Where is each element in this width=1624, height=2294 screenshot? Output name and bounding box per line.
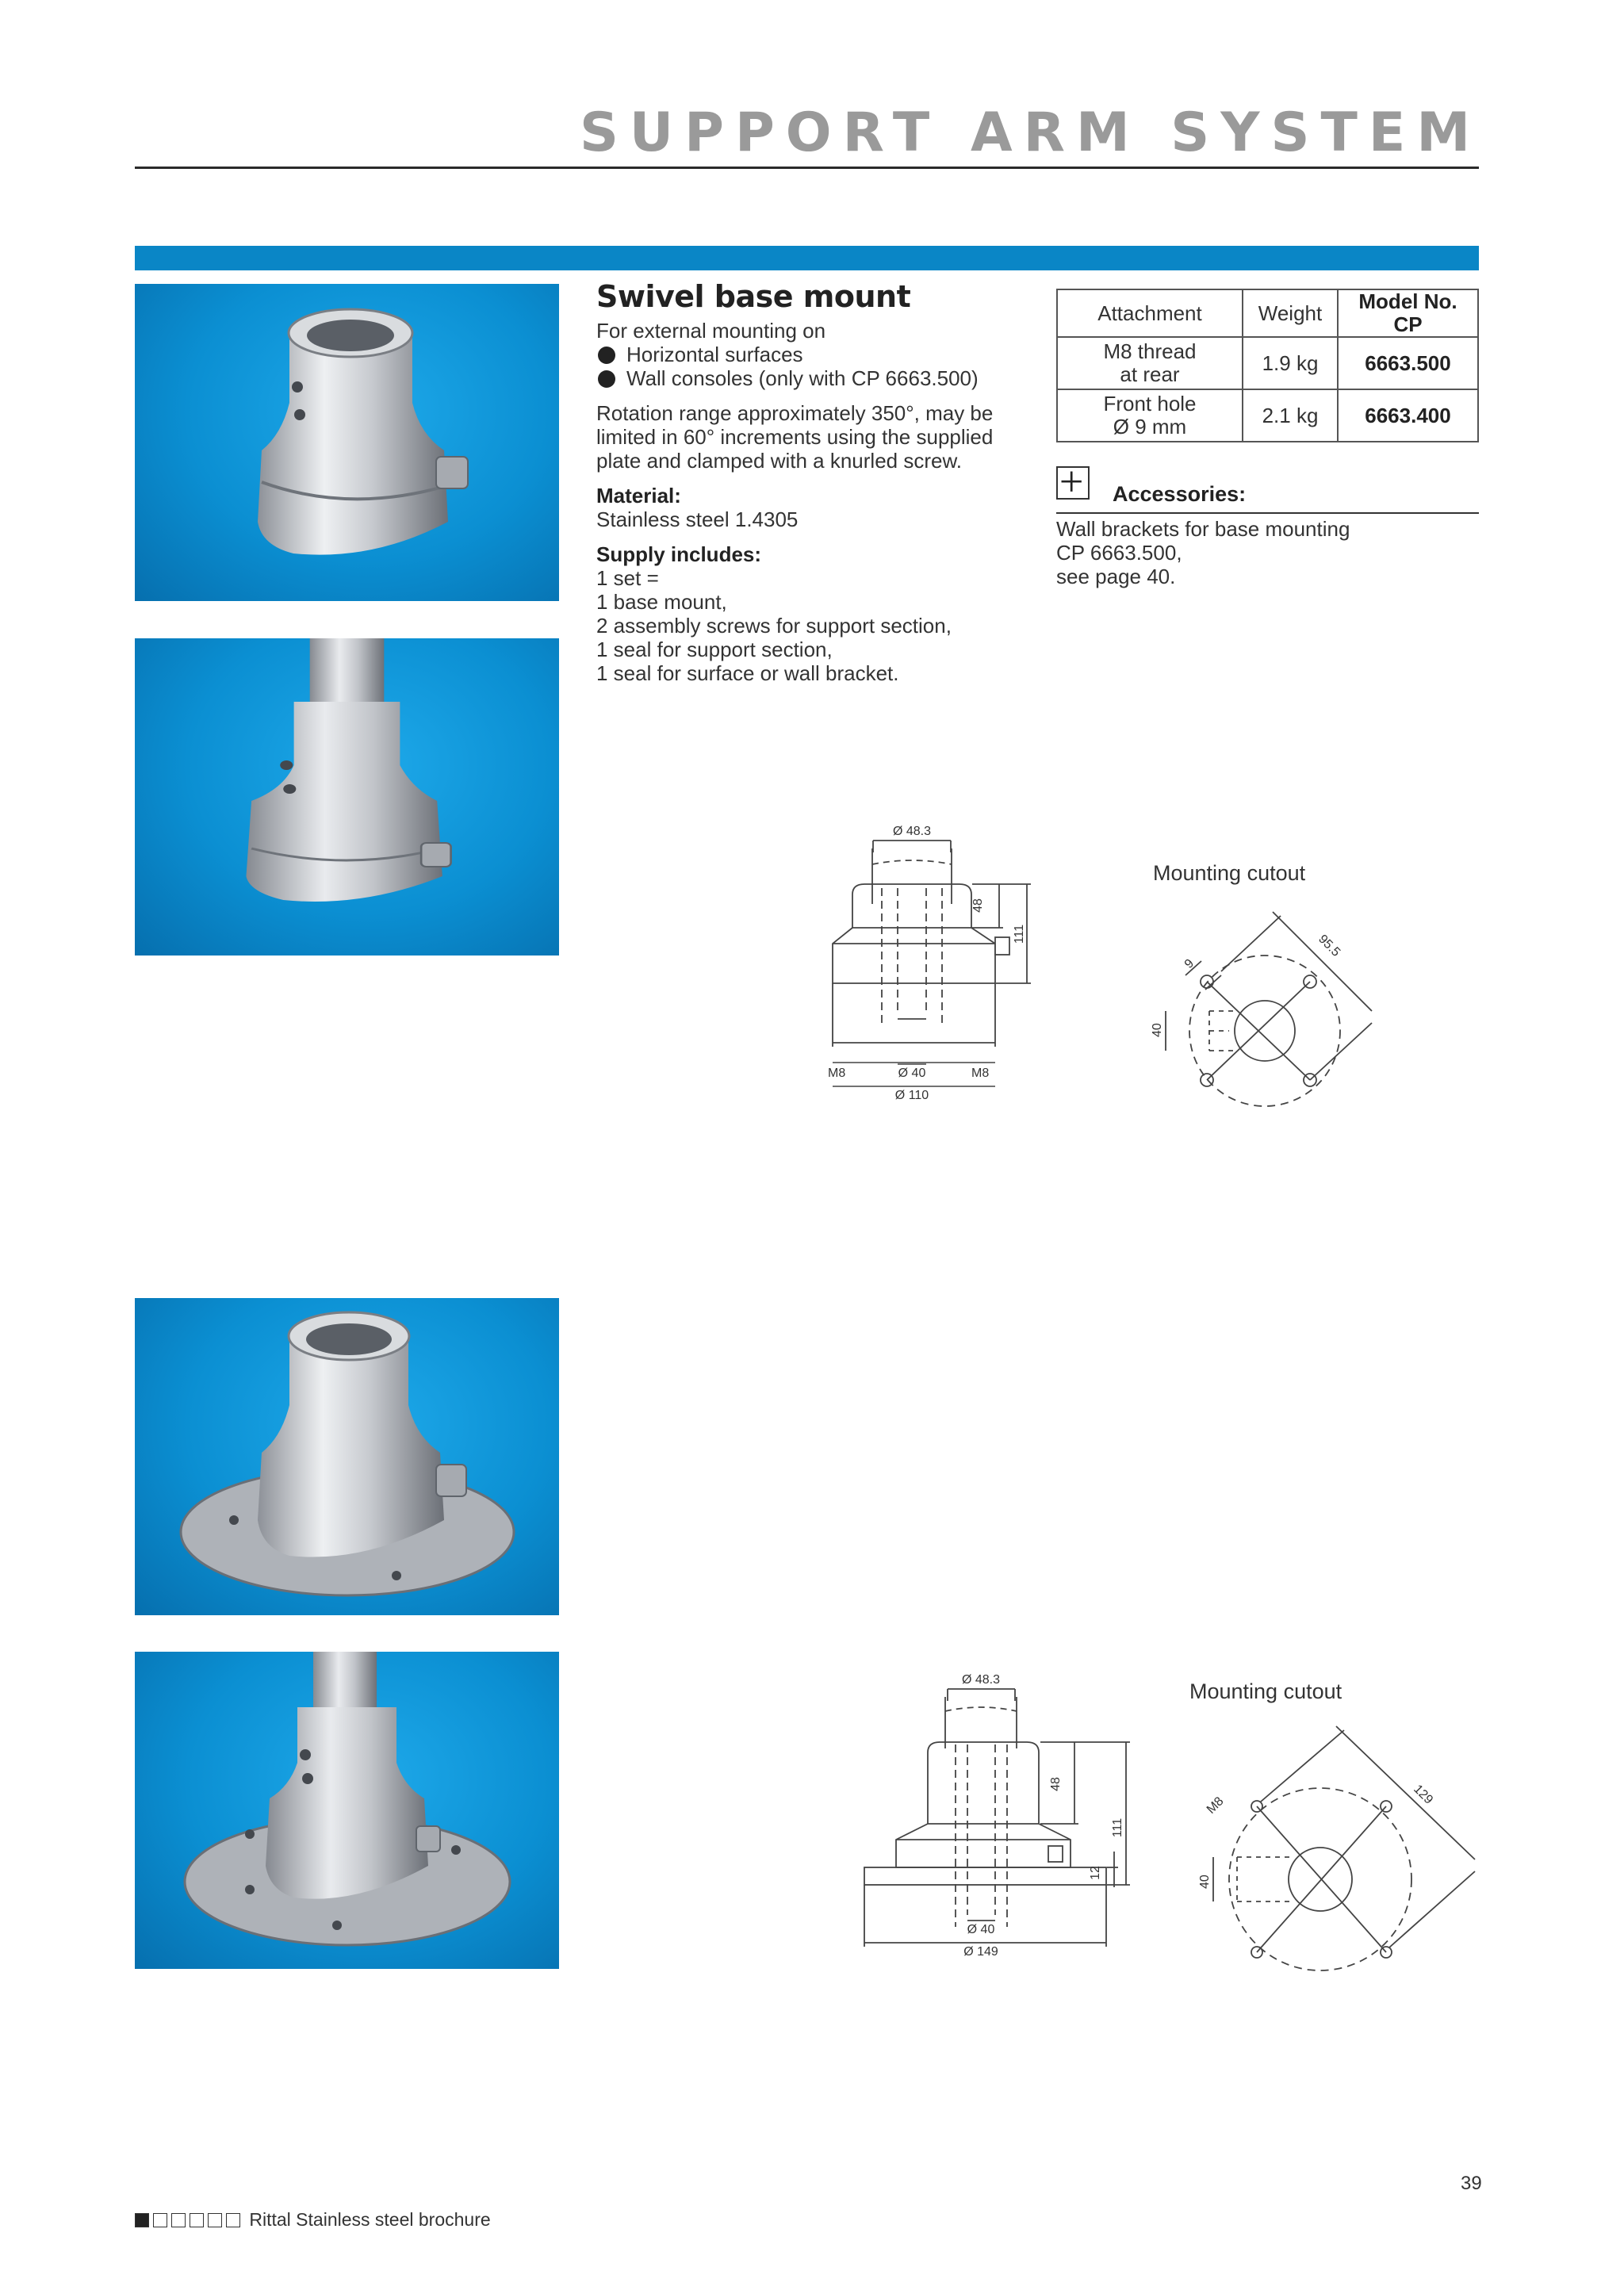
dim-label: 129 xyxy=(1411,1782,1436,1807)
bullet-icon xyxy=(598,347,615,364)
cell-attachment: M8 thread at rear xyxy=(1057,337,1243,389)
section-title: Swivel base mount xyxy=(596,279,911,314)
product-photo-flanged-mount-with-arm xyxy=(135,1652,559,1969)
technical-drawing-cutout-1 xyxy=(1142,896,1396,1134)
bullet-item: Horizontal surfaces xyxy=(596,343,1025,366)
square-icon xyxy=(135,2213,149,2227)
plus-icon xyxy=(1056,466,1090,500)
bullet-icon xyxy=(598,370,615,388)
product-photo-base-mount xyxy=(135,284,559,601)
supply-label: Supply includes: xyxy=(596,542,762,566)
accessories-title: Accessories: xyxy=(1113,482,1247,506)
technical-drawing-side-2 xyxy=(856,1665,1134,1959)
column-header-weight: Weight xyxy=(1243,289,1338,337)
table-row xyxy=(1057,337,1478,389)
supply-line: 1 seal for surface or wall bracket. xyxy=(596,661,899,685)
header-rule xyxy=(135,167,1479,169)
table-row xyxy=(1057,389,1478,442)
rotation-text: Rotation range approximately 350°, may be limited in 60° increments using the supplied plate and clamped with a knurled screw. xyxy=(596,401,994,473)
square-icon xyxy=(153,2213,167,2227)
dim-label: Ø 40 xyxy=(898,1067,926,1080)
dim-label: Ø 110 xyxy=(894,1089,929,1102)
dim-label: M8 xyxy=(1204,1794,1227,1817)
cell-model: 6663.400 xyxy=(1338,389,1478,442)
material-label: Material: xyxy=(596,484,681,507)
technical-drawing-side-1 xyxy=(817,817,1055,1110)
column-header-attachment: Attachment xyxy=(1057,289,1243,337)
technical-drawing-cutout-2 xyxy=(1182,1713,1483,1982)
dim-label: 40 xyxy=(1151,1023,1164,1037)
bullet-item: Wall consoles (only with CP 6663.500) xyxy=(596,366,1025,390)
spec-table xyxy=(1056,289,1479,442)
square-icon xyxy=(171,2213,186,2227)
dim-label: 12 xyxy=(1089,1866,1102,1880)
dim-label: 40 xyxy=(1198,1875,1212,1889)
accessories-text: Wall brackets for base mounting CP 6663.500, see page 40. xyxy=(1056,517,1350,588)
dim-label: Ø 48.3 xyxy=(961,1673,1001,1687)
square-icon xyxy=(190,2213,204,2227)
footer-brochure-text: Rittal Stainless steel brochure xyxy=(249,2209,491,2230)
dim-label: 111 xyxy=(1111,1817,1124,1838)
supply-line: 1 base mount, xyxy=(596,590,727,614)
cell-weight: 1.9 kg xyxy=(1243,337,1338,389)
cell-weight: 2.1 kg xyxy=(1243,389,1338,442)
dim-label: 48 xyxy=(971,898,985,913)
section-bar xyxy=(135,246,1479,270)
dim-label: 48 xyxy=(1049,1777,1063,1791)
page-number: 39 xyxy=(1461,2173,1482,2194)
square-icon xyxy=(226,2213,240,2227)
dim-label: Ø 40 xyxy=(967,1923,995,1936)
dim-label: 9 xyxy=(1182,956,1197,971)
dim-label: Ø 149 xyxy=(963,1945,998,1959)
cutout-label-2: Mounting cutout xyxy=(1189,1679,1342,1703)
product-photo-flanged-mount xyxy=(135,1298,559,1615)
product-description xyxy=(596,319,1025,685)
cutout-label-1: Mounting cutout xyxy=(1153,861,1306,885)
dim-label: 111 xyxy=(1013,924,1026,944)
cell-model: 6663.500 xyxy=(1338,337,1478,389)
supply-line: 1 seal for support section, xyxy=(596,638,833,661)
material-value: Stainless steel 1.4305 xyxy=(596,507,799,531)
dim-label: Ø 48.3 xyxy=(892,825,932,838)
table-header-row xyxy=(1057,289,1478,337)
supply-line: 1 set = xyxy=(596,566,659,590)
cell-attachment: Front hole Ø 9 mm xyxy=(1057,389,1243,442)
square-icon xyxy=(208,2213,222,2227)
dim-label: 95.5 xyxy=(1316,932,1343,959)
dim-label: M8 xyxy=(971,1067,990,1080)
footer xyxy=(135,2209,491,2231)
product-photo-base-mount-with-arm xyxy=(135,638,559,956)
accessories-rule xyxy=(1056,512,1479,514)
supply-line: 2 assembly screws for support section, xyxy=(596,614,952,638)
dim-label: M8 xyxy=(828,1067,846,1080)
page-title: SUPPORT ARM SYSTEM xyxy=(579,101,1481,164)
column-header-model: Model No. CP xyxy=(1338,289,1478,337)
intro-text: For external mounting on xyxy=(596,319,826,343)
